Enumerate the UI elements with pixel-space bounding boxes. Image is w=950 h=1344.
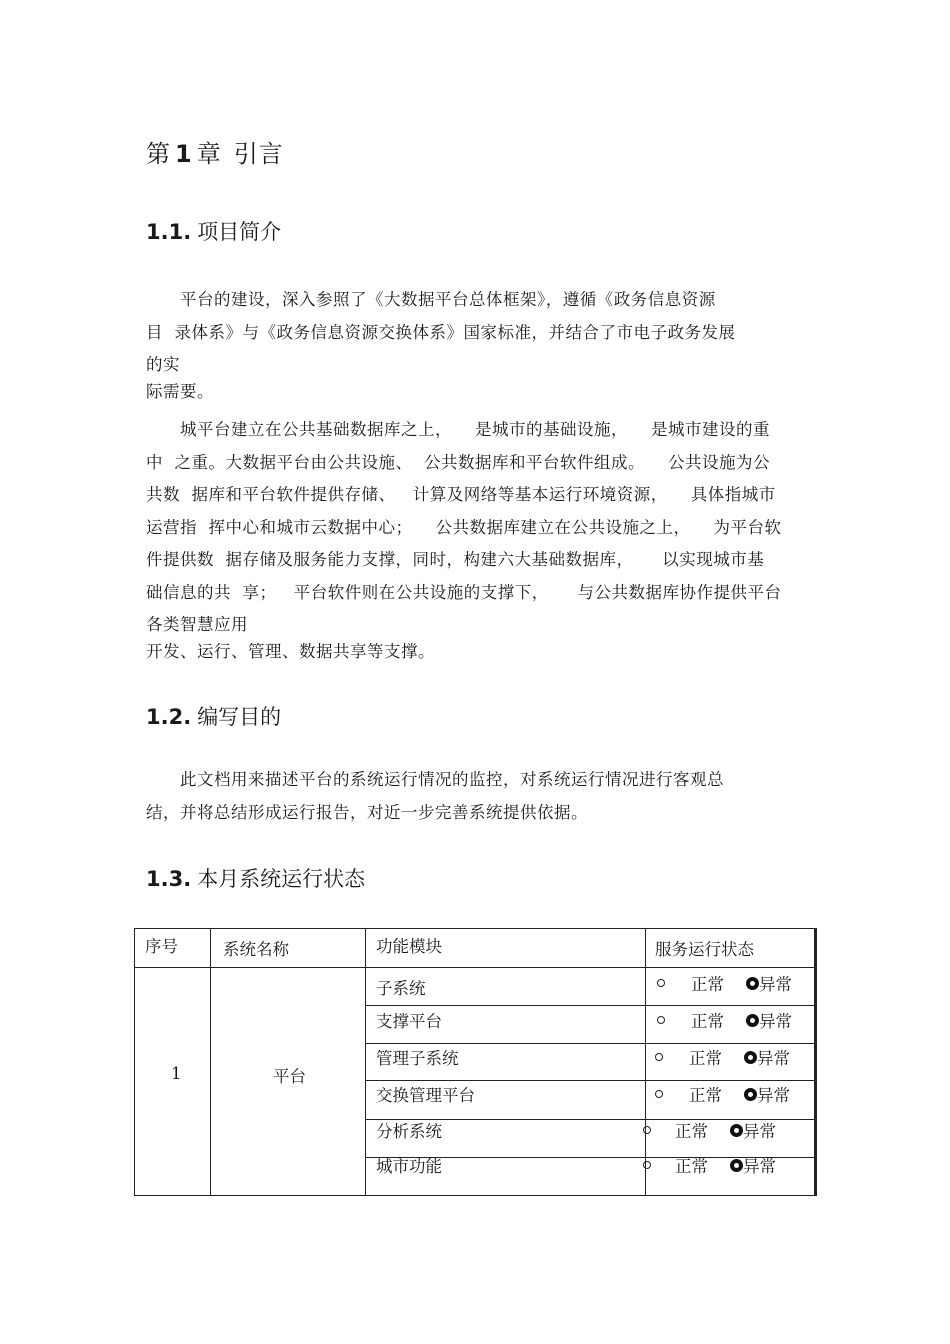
section-title: 本月系统运行状态 [197, 867, 366, 891]
text-line: 平台的建设，深入参照了《大数据平台总体框架》，遵循《政务信息资源 [146, 290, 716, 309]
radio-normal-unchecked[interactable] [641, 1124, 653, 1136]
table-divider [210, 929, 211, 1195]
status-abnormal-label: 异常 [759, 1012, 792, 1031]
status-options [655, 1008, 792, 1032]
text-line: 件提供数 据存储及服务能力支撑，同时，构建六大基础数据库， 以实现城市基 [146, 550, 765, 569]
text-line: 城平台建立在公共基础数据库之上， 是城市的基础设施， 是城市建设的重 [146, 420, 770, 439]
text-line: 各类智慧应用 [146, 615, 248, 634]
status-normal-label: 正常 [691, 1012, 724, 1031]
table-divider [365, 1043, 816, 1044]
status-abnormal-label: 异常 [743, 1157, 776, 1176]
paragraph-purpose [146, 764, 810, 829]
text-line: 的实 [146, 355, 180, 374]
header-index: 序号 [145, 937, 178, 956]
section-title: 项目简介 [197, 220, 282, 244]
chapter-suffix: 章 [196, 140, 222, 168]
table-divider [365, 1080, 816, 1081]
status-normal-label: 正常 [689, 1086, 722, 1105]
status-options [641, 1153, 776, 1177]
section-number: 1.3. [146, 867, 192, 891]
chapter-number: 1 [175, 140, 193, 168]
row-index: 1 [171, 1064, 182, 1083]
module-name: 交换管理平台 [376, 1086, 475, 1105]
text-line: 结，并将总结形成运行报告，对近一步完善系统提供依据。 [146, 802, 588, 822]
text-line: 中 之重。大数据平台由公共设施、 公共数据库和平台软件组成。 公共设施为公 [146, 452, 770, 472]
row-system-name: 平台 [273, 1067, 306, 1086]
module-name: 分析系统 [376, 1122, 442, 1141]
radio-abnormal-checked[interactable] [730, 1124, 743, 1137]
radio-normal-unchecked[interactable] [653, 1088, 665, 1100]
section-heading-1-1 [146, 216, 281, 246]
section-heading-1-3 [146, 863, 365, 893]
radio-abnormal-checked[interactable] [746, 977, 759, 990]
status-normal-label: 正常 [675, 1157, 708, 1176]
radio-abnormal-checked[interactable] [744, 1088, 757, 1101]
section-number: 1.1. [146, 220, 192, 244]
status-normal-label: 正常 [689, 1049, 722, 1068]
table-divider [365, 929, 366, 1195]
paragraph-platform [146, 414, 810, 668]
section-heading-1-2 [146, 701, 281, 731]
status-options [655, 971, 792, 995]
module-name: 城市功能 [376, 1157, 442, 1176]
chapter-heading [146, 134, 284, 169]
radio-normal-unchecked[interactable] [653, 1051, 665, 1063]
text-line: 运营指 挥中心和城市云数据中心； 公共数据库建立在公共设施之上， 为平台软 [146, 517, 782, 537]
status-abnormal-label: 异常 [757, 1049, 790, 1068]
module-name: 管理子系统 [376, 1049, 459, 1068]
paragraph-intro [146, 284, 810, 408]
module-name: 子系统 [376, 979, 426, 998]
section-title: 编写目的 [197, 705, 282, 729]
table-divider [135, 967, 816, 968]
radio-normal-unchecked[interactable] [655, 1014, 667, 1026]
status-table [134, 928, 817, 1196]
header-service-status: 服务运行状态 [655, 940, 754, 959]
text-line: 此文档用来描述平台的系统运行情况的监控，对系统运行情况进行客观总 [146, 770, 724, 789]
status-options [641, 1118, 776, 1142]
status-normal-label: 正常 [675, 1122, 708, 1141]
text-line: 础信息的共 享； 平台软件则在公共设施的支撑下， 与公共数据库协作提供平台 [146, 582, 782, 602]
header-module: 功能模块 [376, 937, 442, 956]
radio-normal-unchecked[interactable] [641, 1159, 653, 1171]
status-options [653, 1082, 790, 1106]
status-abnormal-label: 异常 [757, 1086, 790, 1105]
text-line: 共数 据库和平台软件提供存储、 计算及网络等基本运行环境资源， 具体指城市 [146, 485, 776, 504]
status-abnormal-label: 异常 [759, 975, 792, 994]
text-line: 际需要。 [146, 381, 214, 401]
header-system-name: 系统名称 [223, 940, 289, 959]
module-name: 支撑平台 [376, 1012, 442, 1031]
status-abnormal-label: 异常 [743, 1122, 776, 1141]
section-number: 1.2. [146, 705, 192, 729]
chapter-prefix: 第 [146, 140, 171, 168]
status-normal-label: 正常 [691, 975, 724, 994]
radio-abnormal-checked[interactable] [744, 1051, 757, 1064]
table-divider [814, 929, 816, 1195]
radio-abnormal-checked[interactable] [730, 1159, 743, 1172]
chapter-title: 引言 [233, 140, 284, 168]
text-line: 目 录体系》与《政务信息资源交换体系》国家标准，并结合了市电子政务发展 [146, 322, 736, 342]
status-options [653, 1045, 790, 1069]
table-divider [365, 1005, 816, 1006]
radio-abnormal-checked[interactable] [746, 1014, 759, 1027]
radio-normal-unchecked[interactable] [655, 977, 667, 989]
text-line: 开发、运行、管理、数据共享等支撑。 [146, 641, 435, 661]
